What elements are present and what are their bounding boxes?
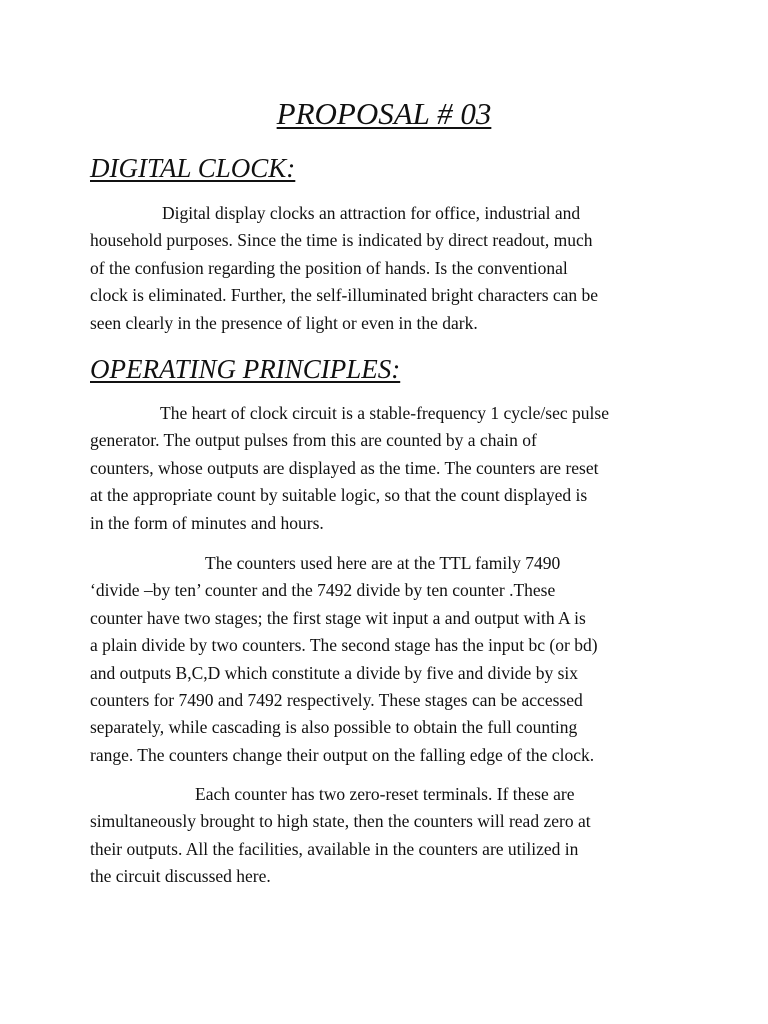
text-line: the circuit discussed here.	[90, 866, 271, 887]
text-line: clock is eliminated. Further, the self-illuminated bright characters can be	[90, 285, 599, 306]
page-title: PROPOSAL # 03	[276, 96, 492, 131]
text-line: generator. The output pulses from this are counted by a chain of	[90, 430, 537, 451]
text-line: simultaneously brought to high state, then the counters will read zero at	[90, 811, 591, 832]
text-line: The heart of clock circuit is a stable-frequency 1 cycle/sec pulse	[160, 403, 609, 423]
text-line: Digital display clocks an attraction for office, industrial and	[162, 203, 581, 223]
text-line: seen clearly in the presence of light or even in the dark.	[90, 312, 478, 333]
text-line: separately, while cascading is also possible to obtain the full counting	[90, 717, 578, 738]
text-line: at the appropriate count by suitable logic, so that the count displayed is	[90, 485, 588, 506]
text-line: and outputs B,C,D which constitute a divide by five and divide by six	[90, 662, 578, 683]
text-line: Each counter has two zero-reset terminals. If these are	[195, 784, 575, 804]
paragraph-operating-3	[90, 781, 680, 891]
text-line: a plain divide by two counters. The second stage has the input bc (or bd)	[90, 635, 598, 656]
section-heading-operating-principles: OPERATING PRINCIPLES:	[90, 354, 401, 384]
paragraph-digital-clock	[90, 200, 680, 337]
text-line: their outputs. All the facilities, available in the counters are utilized in	[90, 838, 579, 859]
text-line: range. The counters change their output on the falling edge of the clock.	[90, 744, 595, 765]
section-heading-digital-clock: DIGITAL CLOCK:	[90, 153, 296, 183]
text-line: ‘divide –by ten’ counter and the 7492 divide by ten counter .These	[90, 580, 556, 601]
text-line: counters for 7490 and 7492 respectively. These stages can be accessed	[90, 690, 583, 711]
text-line: counter have two stages; the first stage wit input a and output with A is	[90, 607, 586, 628]
text-line: household purposes. Since the time is indicated by direct readout, much	[90, 230, 593, 251]
text-line: in the form of minutes and hours.	[90, 512, 324, 533]
text-line: The counters used here are at the TTL family 7490	[205, 553, 561, 573]
text-line: counters, whose outputs are displayed as the time. The counters are reset	[90, 457, 599, 478]
text-line: of the confusion regarding the position of hands. Is the conventional	[90, 257, 568, 278]
paragraph-operating-2	[90, 550, 680, 769]
paragraph-operating-1	[90, 400, 680, 537]
